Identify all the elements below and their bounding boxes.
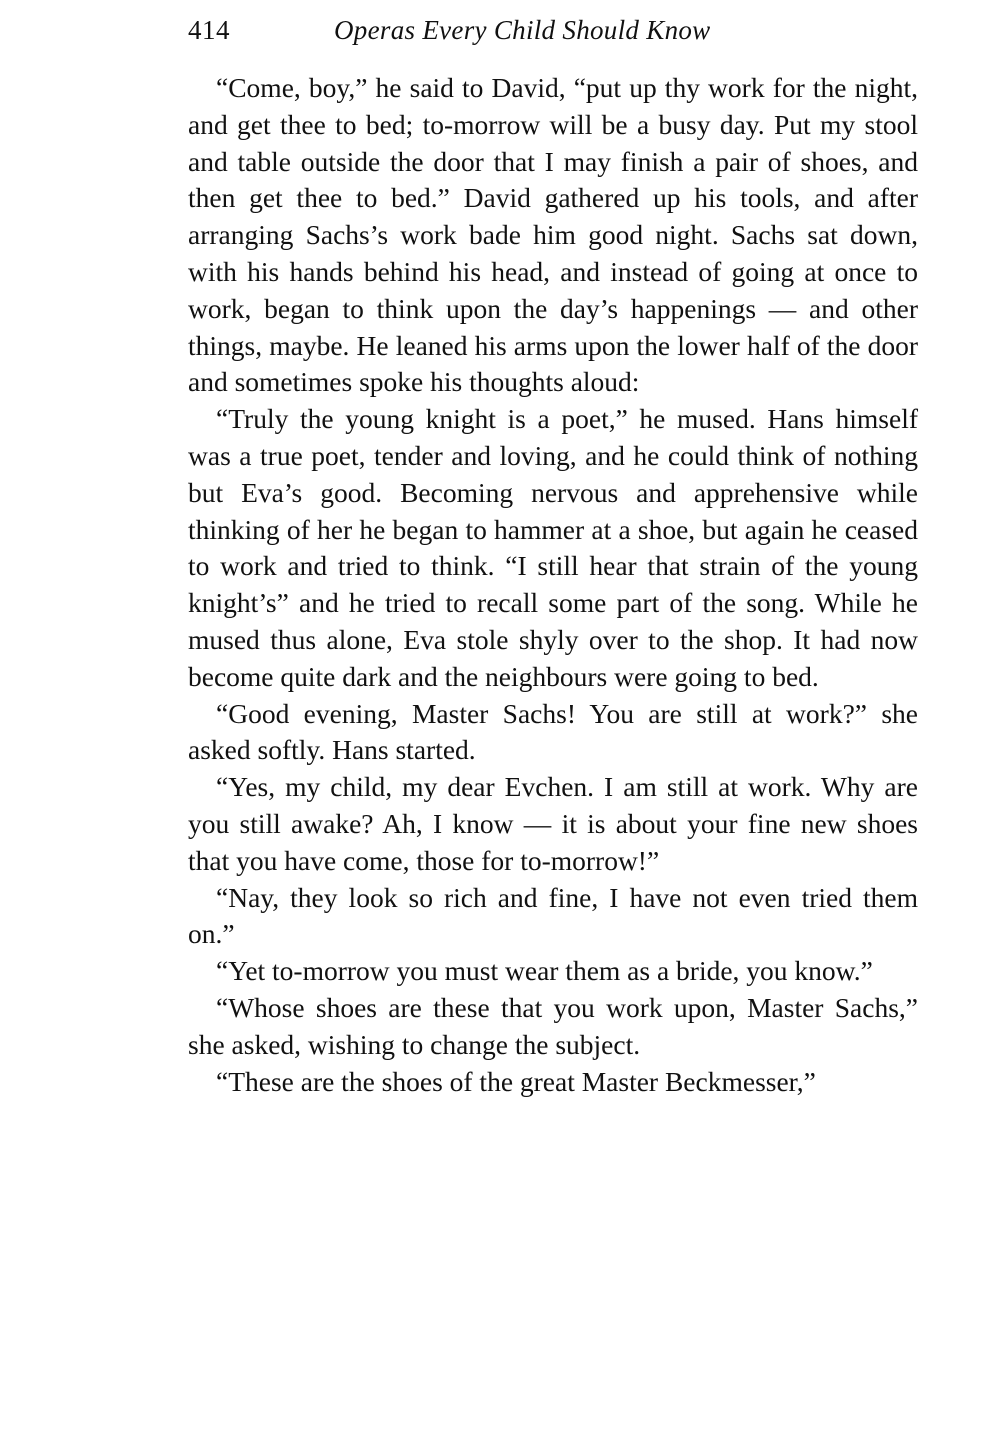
paragraph: “Good evening, Master Sachs! You are still at work?” she asked softly. Hans started. <box>188 697 918 766</box>
paragraph: “These are the shoes of the great Master Beckmesser,” <box>216 1065 816 1097</box>
body-text <box>188 70 918 1100</box>
paragraph: “Yet to-morrow you must wear them as a bride, you know.” <box>216 955 873 987</box>
running-head <box>188 12 918 52</box>
page-number: 414 <box>188 15 230 45</box>
book-title: Operas Every Child Should Know <box>334 15 711 45</box>
paragraph: “Come, boy,” he said to David, “put up thy work for the night, and get thee to bed; to-morrow will be a busy day. Put my stool and table outside the door that I may finish a pair of shoes, and then get thee to bed.” David gathered up his tools, and after arranging Sachs’s work bade him good night. Sachs sat down, with his hands behind his head, and instead of going at once to work, began to think upon the day’s happenings — and other things, maybe. He leaned his arms upon the lower half of the door and sometimes spoke his thoughts aloud: <box>188 72 918 398</box>
paragraph: “Whose shoes are these that you work upon, Master Sachs,” she asked, wishing to change the subject. <box>188 991 918 1060</box>
paragraph: “Truly the young knight is a poet,” he mused. Hans himself was a true poet, tender and loving, and he could think of nothing but Eva’s good. Becoming nervous and apprehensive while thinking of her he began to hammer at a shoe, but again he ceased to work and tried to think. “I still hear that strain of the young knight’s” and he tried to recall some part of the song. While he mused thus alone, Eva stole shyly over to the shop. It had now become quite dark and the neighbours were going to bed. <box>188 403 918 692</box>
paragraph: “Yes, my child, my dear Evchen. I am still at work. Why are you still awake? Ah, I know — it is about your fine new shoes that you have come, those for to-morrow!” <box>188 771 918 876</box>
paragraph: “Nay, they look so rich and fine, I have not even tried them on.” <box>188 881 918 950</box>
